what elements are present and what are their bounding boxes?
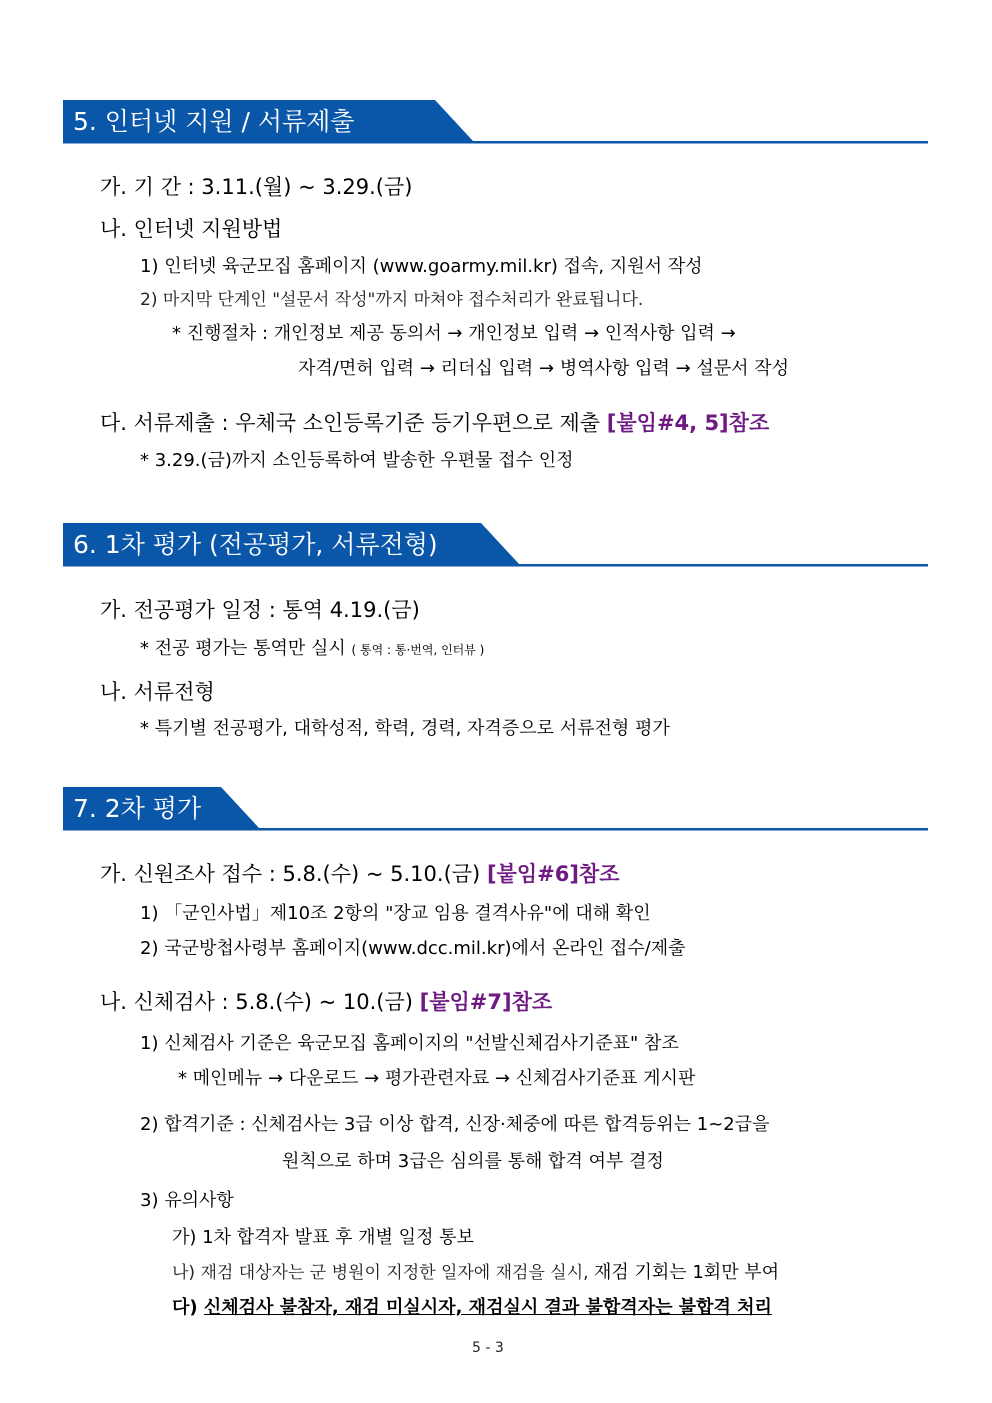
notes-item-da-prefix: 다) [172,1297,204,1318]
background-check [100,860,619,888]
section-title: 6. 1차 평가 (전공평가, 서류전형) [73,530,438,559]
notes-heading: 3) 유의사항 [140,1190,234,1211]
procedure-line-1: * 진행절차 : 개인정보 제공 동의서 → 개인정보 입력 → 인적사항 입력 → [172,323,736,344]
section-title: 5. 인터넷 지원 / 서류제출 [73,107,355,136]
period-item: 가. 기 간 : 3.11.(월) ~ 3.29.(금) [100,175,413,199]
pass-criteria-line-1: 2) 합격기준 : 신체검사는 3급 이상 합격, 신장·체중에 따른 합격등위는 1~2급을 [140,1114,770,1135]
notes-item-ga: 가) 1차 합격자 발표 후 개별 일정 통보 [172,1227,474,1248]
document-submission [100,409,769,437]
postmark-note: * 3.29.(금)까지 소인등록하여 발송한 우편물 접수 인정 [140,450,574,471]
physical-exam-1-note: * 메인메뉴 → 다운로드 → 평가관련자료 → 신체검사기준표 게시판 [178,1068,696,1089]
notes-item-na [172,1260,779,1285]
section-7-header [63,787,928,833]
major-eval-note-detail: ( 통역 : 통·번역, 인터뷰 ) [351,643,485,657]
background-check-text: 가. 신원조사 접수 : 5.8.(수) ~ 5.10.(금) [100,862,487,886]
section-5-header [63,100,928,146]
section-title: 7. 2차 평가 [73,794,202,823]
pass-criteria-line-2: 원칙으로 하며 3급은 심의를 통해 합격 여부 결정 [282,1151,664,1172]
document-screening-heading: 나. 서류전형 [100,680,215,704]
attachment-reference: [붙임#6]참조 [486,862,620,886]
page-number: 5 - 3 [472,1340,504,1356]
notes-item-da-text: 신체검사 불참자, 재검 미실시자, 재검실시 결과 불합격자는 불합격 처리 [203,1297,772,1318]
physical-exam-text: 나. 신체검사 : 5.8.(수) ~ 10.(금) [100,990,420,1014]
attachment-reference: [붙임#4, 5]참조 [606,411,770,435]
background-check-2: 2) 국군방첩사령부 홈페이지(www.dcc.mil.kr)에서 온라인 접수/제출 [140,938,686,959]
background-check-1: 1) 「군인사법」제10조 2항의 "장교 임용 결격사유"에 대해 확인 [140,903,651,924]
attachment-reference: [붙임#7]참조 [419,990,553,1014]
document-submission-text: 다. 서류제출 : 우체국 소인등록기준 등기우편으로 제출 [100,411,607,435]
physical-exam [100,988,552,1016]
notes-item-na-emphasis: 재검 기회는 1회만 부여 [593,1262,780,1283]
section-6-header [63,523,928,569]
notes-item-da [172,1295,772,1320]
internet-method-heading: 나. 인터넷 지원방법 [100,217,283,241]
internet-method-1: 1) 인터넷 육군모집 홈페이지 (www.goarmy.mil.kr) 접속, 지원서 작성 [140,256,703,277]
major-eval-note-text: * 전공 평가는 통역만 실시 [140,638,352,659]
internet-method-2: 2) 마지막 단계인 "설문서 작성"까지 마쳐야 접수처리가 완료됩니다. [140,290,644,310]
procedure-line-2: 자격/면허 입력 → 리더십 입력 → 병역사항 입력 → 설문서 작성 [298,358,790,379]
major-eval-note [140,636,484,663]
major-eval-schedule: 가. 전공평가 일정 : 통역 4.19.(금) [100,598,420,622]
document-screening-note: * 특기별 전공평가, 대학성적, 학력, 경력, 자격증으로 서류전형 평가 [140,718,670,739]
physical-exam-1: 1) 신체검사 기준은 육군모집 홈페이지의 "선발신체검사기준표" 참조 [140,1033,679,1054]
notes-item-na-text: 나) 재검 대상자는 군 병원이 지정한 일자에 재검을 실시, [172,1263,594,1283]
